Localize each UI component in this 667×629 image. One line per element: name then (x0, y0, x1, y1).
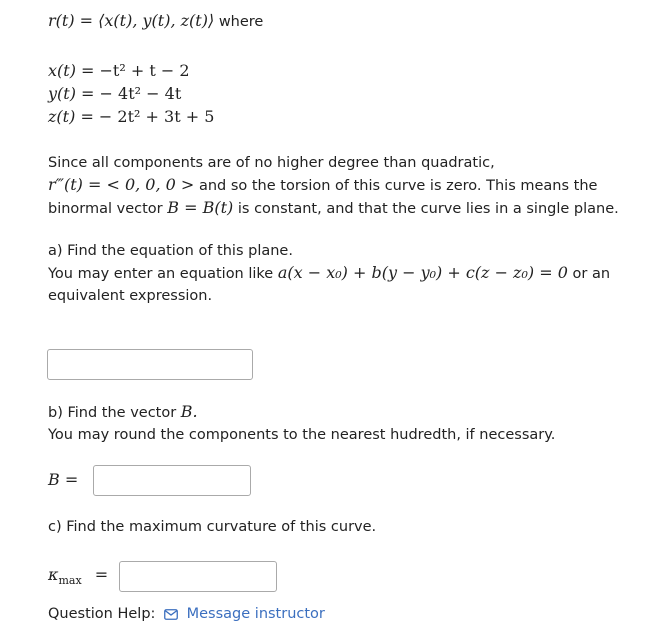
max-curvature-input[interactable] (119, 561, 277, 592)
z-lhs: z(t) (48, 107, 76, 126)
explanation-line1: Since all components are of no higher degree than quadratic, (48, 155, 495, 171)
part-a-hint-pre: You may enter an equation like (48, 266, 274, 282)
explanation-line3-pre: binormal vector (48, 201, 163, 217)
part-a-hint-post: or an (572, 266, 611, 282)
question-help-label: Question Help: (48, 606, 156, 622)
question-help (48, 606, 325, 624)
y-rhs: = − 4t² − 4t (81, 84, 182, 103)
part-b-question: b) Find the vector (48, 405, 177, 421)
part-a-hint-line3: equivalent expression. (48, 288, 213, 304)
kappa-symbol: κ (48, 565, 59, 584)
binormal-math: B = B(t) (167, 198, 234, 217)
part-b-hint: You may round the components to the nearest hudredth, if necessary. (48, 427, 556, 443)
vector-b-math: B. (180, 402, 198, 421)
part-c-question: c) Find the maximum curvature of this curve. (48, 519, 377, 535)
kappa-equals: = (94, 565, 109, 584)
explanation-line2-text: and so the torsion of this curve is zero. This means the (198, 178, 598, 194)
part-a-prompt (48, 240, 610, 307)
where-text: where (218, 14, 264, 30)
x-lhs: x(t) (48, 61, 76, 80)
z-rhs: = − 2t² + 3t + 5 (80, 107, 215, 126)
kappa-max-label (48, 565, 108, 587)
plane-equation-math: a(x − x₀) + b(y − y₀) + c(z − z₀) = 0 (277, 263, 568, 282)
vector-b-label: B = (48, 470, 79, 489)
part-b-prompt (48, 401, 555, 446)
component-equations (48, 59, 214, 128)
vector-b-input[interactable] (93, 465, 251, 496)
plane-equation-input[interactable] (47, 349, 253, 380)
y-lhs: y(t) (48, 84, 76, 103)
explanation-paragraph (48, 152, 619, 220)
part-a-question: a) Find the equation of this plane. (48, 243, 293, 259)
explanation-line3-post: is constant, and that the curve lies in a single plane. (237, 201, 619, 217)
message-instructor-link[interactable]: Message instructor (186, 606, 325, 622)
x-rhs: = −t² + t − 2 (81, 61, 190, 80)
curve-definition (48, 11, 263, 30)
curve-definition-math: r(t) = ⟨x(t), y(t), z(t)⟩ (48, 11, 215, 30)
third-derivative-math: r‴(t) = < 0, 0, 0 > (48, 175, 195, 194)
kappa-subscript: max (58, 574, 82, 588)
envelope-icon[interactable] (164, 608, 178, 624)
